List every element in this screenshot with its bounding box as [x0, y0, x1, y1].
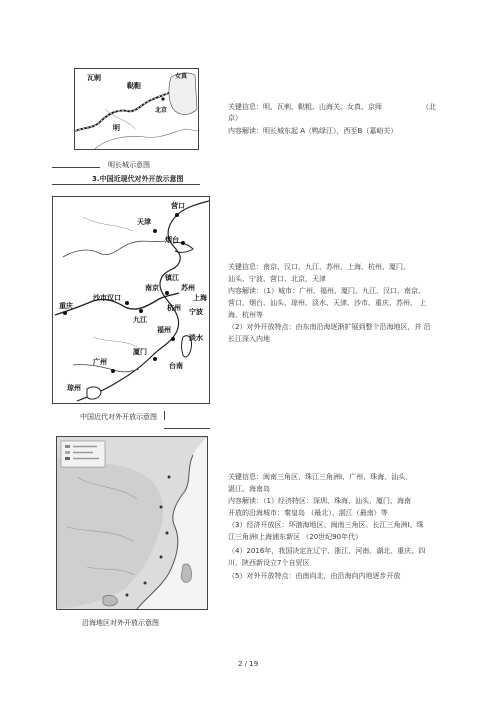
map2-dot-guangzhou	[111, 369, 115, 373]
map2-caption-bracket	[164, 411, 165, 420]
block3-line-4: 开放的沿海城市：秦皇岛 （最北）、湛江（最南）等	[228, 509, 388, 517]
map2-label-ningbo: 宁波	[189, 308, 203, 316]
map2-caption: 中国近代对外开放示意图	[80, 413, 157, 421]
great-wall-map	[74, 68, 199, 150]
map2-label-guangzhou: 广州	[93, 358, 107, 366]
block2-line-2: 汕头、宁波、营口、北京、天津	[228, 275, 326, 283]
block3-line-3: 内容解读：（1）经济特区：深圳、珠海、汕头、厦门、海南	[228, 497, 411, 505]
block2-line-1: 关键信息：南京、汉口、九江、苏州、上海、杭州、厦门、	[228, 263, 410, 271]
map1-label-beijing: 北京	[155, 107, 168, 114]
block1-line-3: 内容解读：明长城东起 A（鸭绿江），西至B（嘉峪关）	[228, 127, 398, 135]
map1-label-ming: 明	[113, 124, 120, 132]
block2-line-5: 海、杭州等	[228, 311, 263, 319]
section-heading: 3.中国近现代对外开放示意图	[92, 175, 184, 183]
block3-line-7: （4）2016年，我国决定在辽宁、浙江、河南、湖北、重庆、四	[228, 547, 426, 555]
map2-label-suzhou: 苏州	[181, 284, 195, 292]
block2-line-3: 内容解读：（1）城市：广州、福州、厦门、九江、汉口、南京、	[228, 287, 425, 295]
map2-dot-hankou	[125, 301, 129, 305]
map2-label-jiujiang: 九江	[133, 316, 147, 324]
map2-label-tianjin: 天津	[137, 218, 151, 226]
map2-dot-yingkou	[175, 213, 179, 217]
page-number: 2 / 19	[238, 660, 259, 668]
map2-label-chongqing: 重庆	[59, 302, 73, 310]
block3-line-8: 川、陕西新设立7个自贸区	[228, 559, 310, 567]
block2-line-4: 营口、烟台、汕头、琼州、淡水、天津、沙市、重庆、苏州、 上	[228, 299, 427, 307]
modern-opening-map	[52, 196, 210, 404]
map2-dot-chongqing	[63, 311, 67, 315]
coastal-opening-map	[56, 436, 208, 610]
map2-label-xiamen: 厦门	[133, 348, 147, 356]
map1-label-dada: 鞑靼	[127, 82, 141, 90]
map3-caption: 沿海地区对外开放示意图	[82, 619, 159, 627]
map2-dot-jiujiang	[139, 309, 143, 313]
map2-dot-yantai	[181, 241, 185, 245]
modern-opening-map-drawing	[53, 197, 209, 403]
map2-label-zhenjiang: 镇江	[165, 274, 179, 282]
section-underline	[52, 184, 200, 185]
map2-dot-tianjin	[153, 229, 157, 233]
map2-label-danshui: 淡水	[189, 334, 203, 342]
block2-line-6: （2）对外开放特点：由东南沿海逐渐扩展到整个沿海地区，并 沿	[228, 323, 431, 331]
map2-dot-nanjing	[165, 291, 169, 295]
block2-line-7: 长江深入内地	[228, 335, 270, 343]
block1-line-1: 关键信息：明、瓦剌、鞑粗、山海关、女真、京师	[228, 103, 382, 111]
block3-line-5: （3）经济开放区：环渤海地区、闽南三角区、长江三角洲I、珠	[228, 521, 424, 529]
map2-label-qiongzhou: 琼州	[67, 384, 81, 392]
block1-line-2: 京）	[228, 114, 242, 122]
map3-top-rule	[164, 428, 210, 429]
map1-label-wala: 瓦剌	[87, 74, 101, 82]
block1-bracket: （北	[422, 103, 436, 111]
map2-label-hangzhou: 杭州	[167, 304, 181, 312]
map2-dot-xiamen	[153, 357, 157, 361]
coastal-opening-map-drawing	[57, 437, 207, 609]
block3-line-2: 湛江、海南岛	[228, 485, 270, 493]
map2-label-hankou: 沙市汉口	[93, 294, 121, 302]
map2-label-fuzhou: 福州	[157, 326, 171, 334]
block3-line-6: 江三角洲I上海浦东新区 （20世纪90年代）	[228, 533, 363, 541]
map2-label-yingkou: 营口	[171, 202, 185, 210]
map2-dot-fuzhou	[171, 337, 175, 341]
map2-label-shanghai: 上海	[193, 294, 207, 302]
map2-label-yantai: 烟台	[165, 236, 179, 244]
map1-caption: 明长城示意图	[108, 161, 150, 169]
block3-line-1: 关键信息：闽南三角区、珠江三角洲I、广州、珠海、汕头、	[228, 473, 413, 481]
map1-label-nvzhen: 女真	[175, 73, 188, 80]
caption1-underline	[52, 167, 100, 168]
map2-label-nanjing: 南京	[145, 284, 159, 292]
map2-label-tainan: 台南	[169, 362, 183, 370]
block3-line-9: （5）对外开放特点：由南向北，由沿海向内地逐步开放	[228, 572, 401, 580]
